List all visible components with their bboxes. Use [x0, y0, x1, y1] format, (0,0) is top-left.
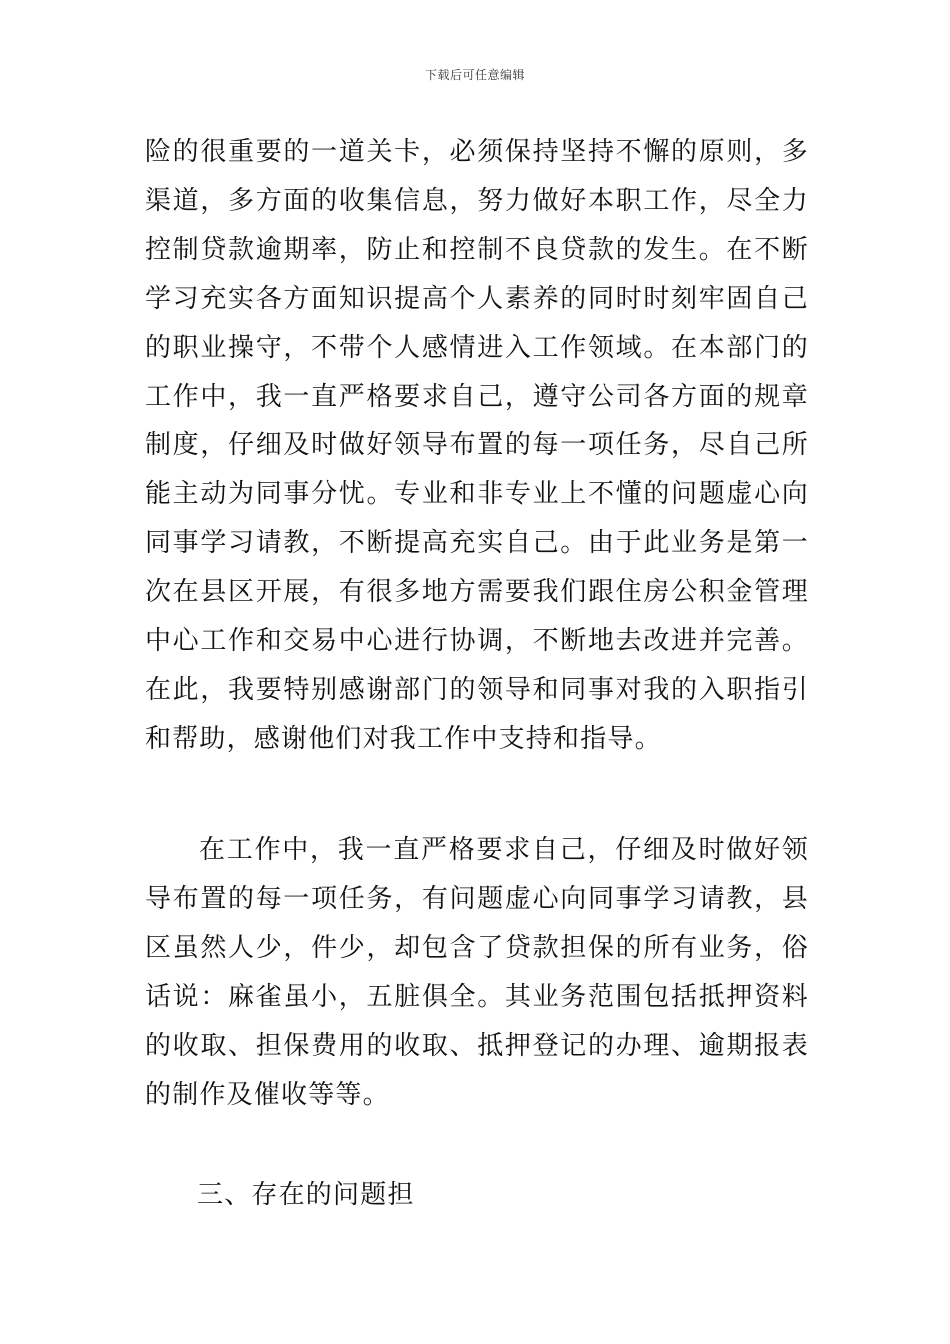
body-paragraph: 险的很重要的一道关卡，必须保持坚持不懈的原则，多渠道，多方面的收集信息，努力做好本职工作，尽全力控制贷款逾期率，防止和控制不良贷款的发生。在不断学习充实各方面知识提高个人素养的同时时刻牢固自己的职业操守，不带个人感情进入工作领域。在本部门的工作中，我一直严格要求自己，遵守公司各方面的规章制度，仔细及时做好领导布置的每一项任务，尽自己所能主动为同事分忧。专业和非专业上不懂的问题虚心向同事学习请教，不断提高充实自己。由于此业务是第一次在县区开展，有很多地方需要我们跟住房公积金管理中心工作和交易中心进行协调，不断地去改进并完善。在此，我要特别感谢部门的领导和同事对我的入职指引和帮助，感谢他们对我工作中支持和指导。 — [145, 137, 809, 754]
page-header-note: 下载后可任意编辑 — [424, 68, 525, 82]
section-heading: 三、存在的问题担 — [197, 1180, 415, 1210]
body-paragraph: 在工作中，我一直严格要求自己，仔细及时做好领导布置的每一项任务，有问题虚心向同事学习请教，县区虽然人少，件少，却包含了贷款担保的所有业务，俗话说：麻雀虽小，五脏俱全。其业务范围包括抵押资料的收取、担保费用的收取、抵押登记的办理、逾期报表的制作及催收等等。 — [145, 835, 809, 1110]
